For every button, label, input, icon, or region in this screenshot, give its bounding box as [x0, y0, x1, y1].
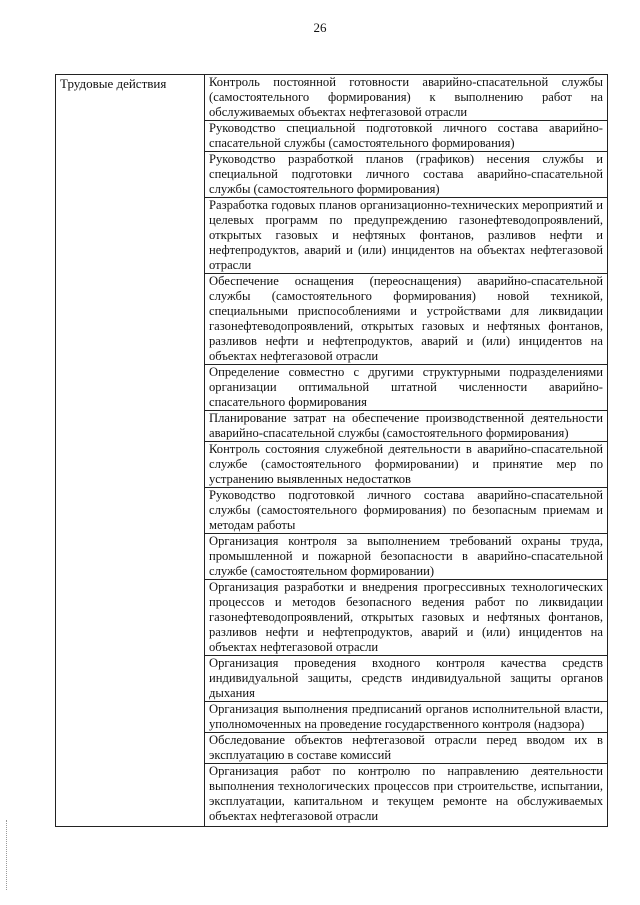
scan-margin-mark	[6, 820, 9, 890]
list-item: Организация проведения входного контроля качества средств индивидуальной защиты, средств индивидуальной защиты органов дыхания	[205, 656, 607, 702]
list-item: Организация работ по контролю по направлению деятельности выполнения технологических процессов при строительстве, испытании, эксплуатации, капитальном и текущем ремонте на обслуживаемых объектах нефтегазовой отрасли	[209, 764, 603, 823]
page-number: 26	[313, 20, 327, 35]
list-item: Организация выполнения предписаний органов исполнительной власти, уполномоченных на проведение государственного контроля (надзора)	[205, 702, 607, 733]
list-item: Определение совместно с другими структурными подразделениями организации оптимальной штатной численности аварийно-спасательного формирования	[205, 365, 607, 411]
list-item: Обследование объектов нефтегазовой отрасли перед вводом их в эксплуатацию в составе комиссий	[205, 733, 607, 764]
table-row	[56, 75, 608, 827]
row-label: Трудовые действия	[56, 75, 205, 827]
labor-actions-table	[55, 74, 608, 827]
list-item: Руководство подготовкой личного состава аварийно-спасательной службы (самостоятельного формирования) по безопасным приемам и методам работы	[205, 488, 607, 534]
list-item: Организация разработки и внедрения прогрессивных технологических процессов и методов безопасного ведения работ по ликвидации газонефтеводопроявлений, открытых газовых и нефтяных фонтанов, разливов нефти и нефтепродуктов, аварий и (или) инцидентов на объектах нефтегазовой отрасли	[205, 580, 607, 656]
list-item: Контроль постоянной готовности аварийно-спасательной службы (самостоятельного формирования) к выполнению работ на обслуживаемых объектах нефтегазовой отрасли	[205, 75, 607, 121]
list-item: Контроль состояния служебной деятельности в аварийно-спасательной службе (самостоятельного формировании) и принятие мер по устранению выявленных недостатков	[205, 442, 607, 488]
list-item: Обеспечение оснащения (переоснащения) аварийно-спасательной службы (самостоятельного формирования) новой техникой, специальными приспособлениями и устройствами для ликвидации газонефтеводопроявлений, открытых газовых и нефтяных фонтанов, разливов нефти и нефтепродуктов, аварий и (или) инцидентов на объектах нефтегазовой отрасли	[205, 274, 607, 365]
items-cell	[205, 75, 608, 827]
list-item: Планирование затрат на обеспечение производственной деятельности аварийно-спасательной службы (самостоятельного формирования)	[205, 411, 607, 442]
list-item: Руководство специальной подготовкой личного состава аварийно-спасательной службы (самостоятельного формирования)	[205, 121, 607, 152]
list-item: Организация контроля за выполнением требований охраны труда, промышленной и пожарной безопасности в аварийно-спасательной службе (самостоятельном формировании)	[205, 534, 607, 580]
list-item: Разработка годовых планов организационно-технических мероприятий и целевых программ по предупреждению газонефтеводопроявлений, открытых газовых и нефтяных фонтанов, разливов нефти и нефтепродуктов, аварий и (или) инцидентов на объектах нефтегазовой отрасли	[205, 198, 607, 274]
list-item: Руководство разработкой планов (графиков) несения службы и специальной подготовки личного состава аварийно-спасательной службы (самостоятельного формирования)	[205, 152, 607, 198]
